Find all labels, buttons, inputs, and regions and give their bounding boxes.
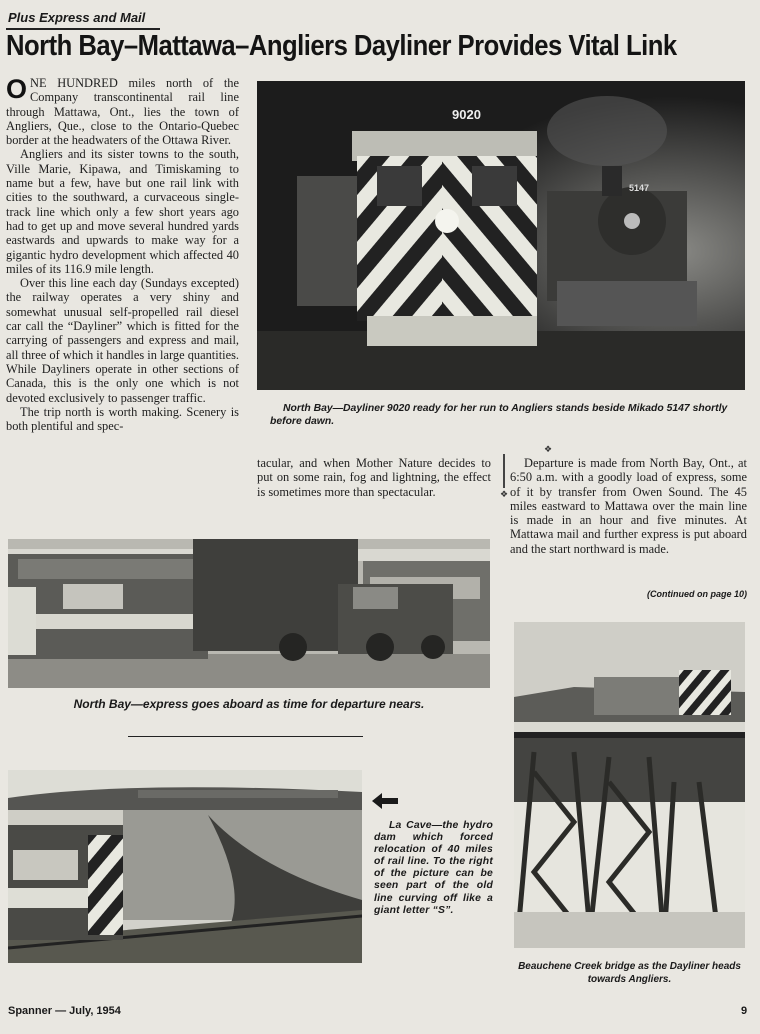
- caption-top-photo: North Bay—Dayliner 9020 ready for her run to Angliers stands beside Mikado 5147 shortly before dawn.: [270, 403, 728, 427]
- article-column-left: [6, 76, 239, 433]
- article-paragraph-4: The trip north is worth making. Scenery is both plentiful and spec-: [6, 404, 239, 434]
- photo-dayliner-mikado: [257, 81, 745, 390]
- page-number: 9: [741, 1005, 748, 1017]
- footer-issue: Spanner — July, 1954: [8, 1005, 121, 1017]
- caption-express-photo: North Bay—express goes aboard as time for departure nears.: [73, 697, 425, 711]
- article-paragraph-1: ONE HUNDRED miles north of the Company transcontinental rail line through Mattawa, Ont., lies the town of Angliers, Que., close to the Ontario-Quebec border at the headwaters of the Ottawa River.: [6, 74, 239, 148]
- arrow-left-icon: [372, 793, 398, 809]
- photo-express-loading: [8, 539, 490, 688]
- caption-la-cave: La Cave—the hydro dam which forced relocation of 40 miles of rail line. To the right of the picture can be seen part of the old line curving off like a giant letter “S”.: [374, 820, 493, 916]
- kicker: Plus Express and Mail: [8, 10, 146, 25]
- ornament-top: ❖: [544, 445, 553, 455]
- section-marker-line: [503, 454, 505, 488]
- caption-bridge: Beauchene Creek bridge as the Dayliner heads towards Angliers.: [518, 961, 741, 985]
- continued-note: (Continued on page 10): [647, 589, 747, 599]
- ornament-left: ❖: [500, 490, 509, 500]
- divider-rule: [128, 736, 363, 737]
- article-paragraph-5: tacular, and when Mother Nature decides to put on some rain, fog and lightning, the effect is sometimes more than spectacular.: [257, 456, 491, 499]
- drop-cap: O: [6, 74, 28, 104]
- photo-beauchene-bridge: [514, 622, 745, 948]
- dayliner-number: 9020: [452, 107, 481, 122]
- article-column-right: [510, 456, 747, 556]
- mikado-number: 5147: [629, 183, 650, 193]
- photo-la-cave-dam: [8, 770, 362, 963]
- article-paragraph-2: Angliers and its sister towns to the south, Ville Marie, Kipawa, and Timiskaming to name but a few, have but one rail link with cities to the southward, a curvaceous single-track line which only a few short years ago had to get up and move several hundred yards eastwards and upwards to make way for a gigantic hydro development which affected 40 miles of its 116.9 mile length.: [6, 147, 239, 276]
- article-paragraph-6: Departure is made from North Bay, Ont., at 6:50 a.m. with a goodly load of express, some of it by transfer from Owen Sound. The 45 miles eastward to Mattawa over the main line is made in an hour and five minutes. At Mattawa mail and further express is put aboard and the start northward is made.: [510, 456, 747, 556]
- headline: North Bay–Mattawa–Angliers Dayliner Provides Vital Link: [6, 30, 677, 62]
- article-column-middle: [257, 456, 491, 499]
- article-paragraph-3: Over this line each day (Sundays excepted) the railway operates a very shiny and somewhat unusual self-propelled rail diesel car call the “Dayliner” which is fitted for the carrying of passengers and express and mail, all three of which it handles in large quantities. While Dayliners operate in other sections of Canada, this is the only one which is not devoted exclusively to passenger traffic.: [6, 276, 239, 405]
